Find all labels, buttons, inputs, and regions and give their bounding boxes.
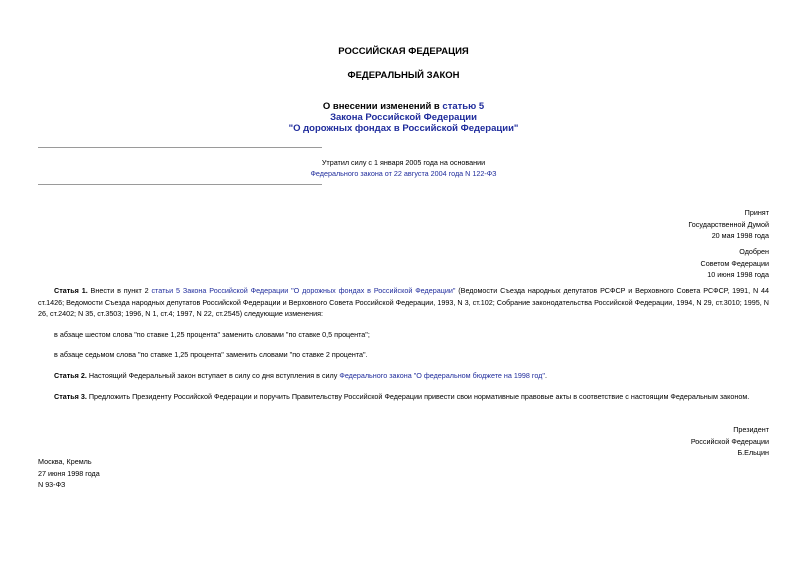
article-3-text: Предложить Президенту Российской Федерации и поручить Правительству Российской Федерации привести свои нормативные правовые акты в соответствие с настоящим Федеральным законом. bbox=[86, 392, 750, 401]
law-full-name-link[interactable]: "О дорожных фондах в Российской Федерации" bbox=[288, 123, 519, 134]
divider-top bbox=[38, 147, 322, 148]
adopted-block bbox=[688, 207, 769, 242]
adopted-line2: Государственной Думой bbox=[688, 219, 769, 229]
change-2: в абзаце седьмом слова "по ставке 1,25 процента" заменить словами "по ставке 2 процента". bbox=[54, 350, 368, 359]
approved-line1: Одобрен bbox=[739, 247, 769, 256]
article-1 bbox=[38, 285, 769, 320]
article-2 bbox=[38, 370, 769, 382]
law-title-prefix: О внесении изменений в bbox=[322, 101, 443, 112]
law-title-line1 bbox=[0, 101, 807, 112]
law-name-link[interactable]: Закона Российской Федерации bbox=[330, 112, 477, 123]
adopted-line1: Принят bbox=[744, 208, 769, 217]
signature-line3: Б.Ельцин bbox=[737, 448, 769, 457]
doc-type-heading: ФЕДЕРАЛЬНЫЙ ЗАКОН bbox=[347, 70, 460, 81]
expiry-text: Утратил силу с 1 января 2005 года на основании bbox=[321, 158, 486, 167]
law-title bbox=[0, 101, 807, 134]
signature-block bbox=[691, 424, 769, 459]
article5-link[interactable]: статью 5 bbox=[442, 101, 485, 112]
signature-line1: Президент bbox=[733, 425, 769, 434]
article-1-text-after: (Ведомости Съезда народных депутатов РСФСР и Верховного Совета РСФСР, 1991, N 44 ст.1426; Ведомости Съезда народных депутатов Российской Федерации и Верховного Совета Российской Федерации, 1993, N 3, ст.102; Собрание законодательства Российской Федерации, 1994, N 29, ст.3010; 1995, N 26, ст.2402; N 35, ст.3503; 1996, N 1, ст.4; 1997, N 22, ст.2545) следующие изменения: bbox=[38, 286, 769, 318]
article-2-text-before: Настоящий Федеральный закон вступает в силу со дня вступления в силу bbox=[86, 371, 340, 380]
place-line2: 27 июня 1998 года bbox=[38, 468, 100, 478]
article-3-label: Статья 3. bbox=[54, 392, 87, 401]
article-2-label: Статья 2. bbox=[54, 371, 87, 380]
signature-line2: Российской Федерации bbox=[690, 436, 769, 446]
place-line1: Москва, Кремль bbox=[38, 457, 92, 466]
article-2-text-after: . bbox=[544, 371, 547, 380]
approved-line3: 10 июня 1998 года bbox=[707, 270, 769, 279]
article-2-link[interactable]: Федерального закона "О федеральном бюджете на 1998 год" bbox=[339, 371, 545, 380]
approved-line2: Советом Федерации bbox=[700, 258, 769, 268]
country-heading: РОССИЙСКАЯ ФЕДЕРАЦИЯ bbox=[338, 46, 469, 57]
divider-bottom bbox=[38, 184, 322, 185]
change-1: в абзаце шестом слова "по ставке 1,25 процента" заменить словами "по ставке 0,5 процента"; bbox=[54, 330, 370, 339]
article-1-text-before: Внести в пункт 2 bbox=[87, 286, 152, 295]
place-line3: N 93-ФЗ bbox=[38, 480, 66, 489]
place-date-block bbox=[38, 456, 100, 491]
approved-block bbox=[701, 246, 769, 281]
adopted-line3: 20 мая 1998 года bbox=[711, 231, 769, 240]
article-3 bbox=[38, 391, 769, 403]
article-1-link[interactable]: статьи 5 Закона Российской Федерации "О дорожных фондах в Российской Федерации" bbox=[151, 286, 456, 295]
article-1-label: Статья 1. bbox=[54, 286, 88, 295]
expiry-law-link[interactable]: Федерального закона от 22 августа 2004 года N 122-ФЗ bbox=[310, 168, 497, 178]
expiry-note bbox=[0, 158, 807, 179]
